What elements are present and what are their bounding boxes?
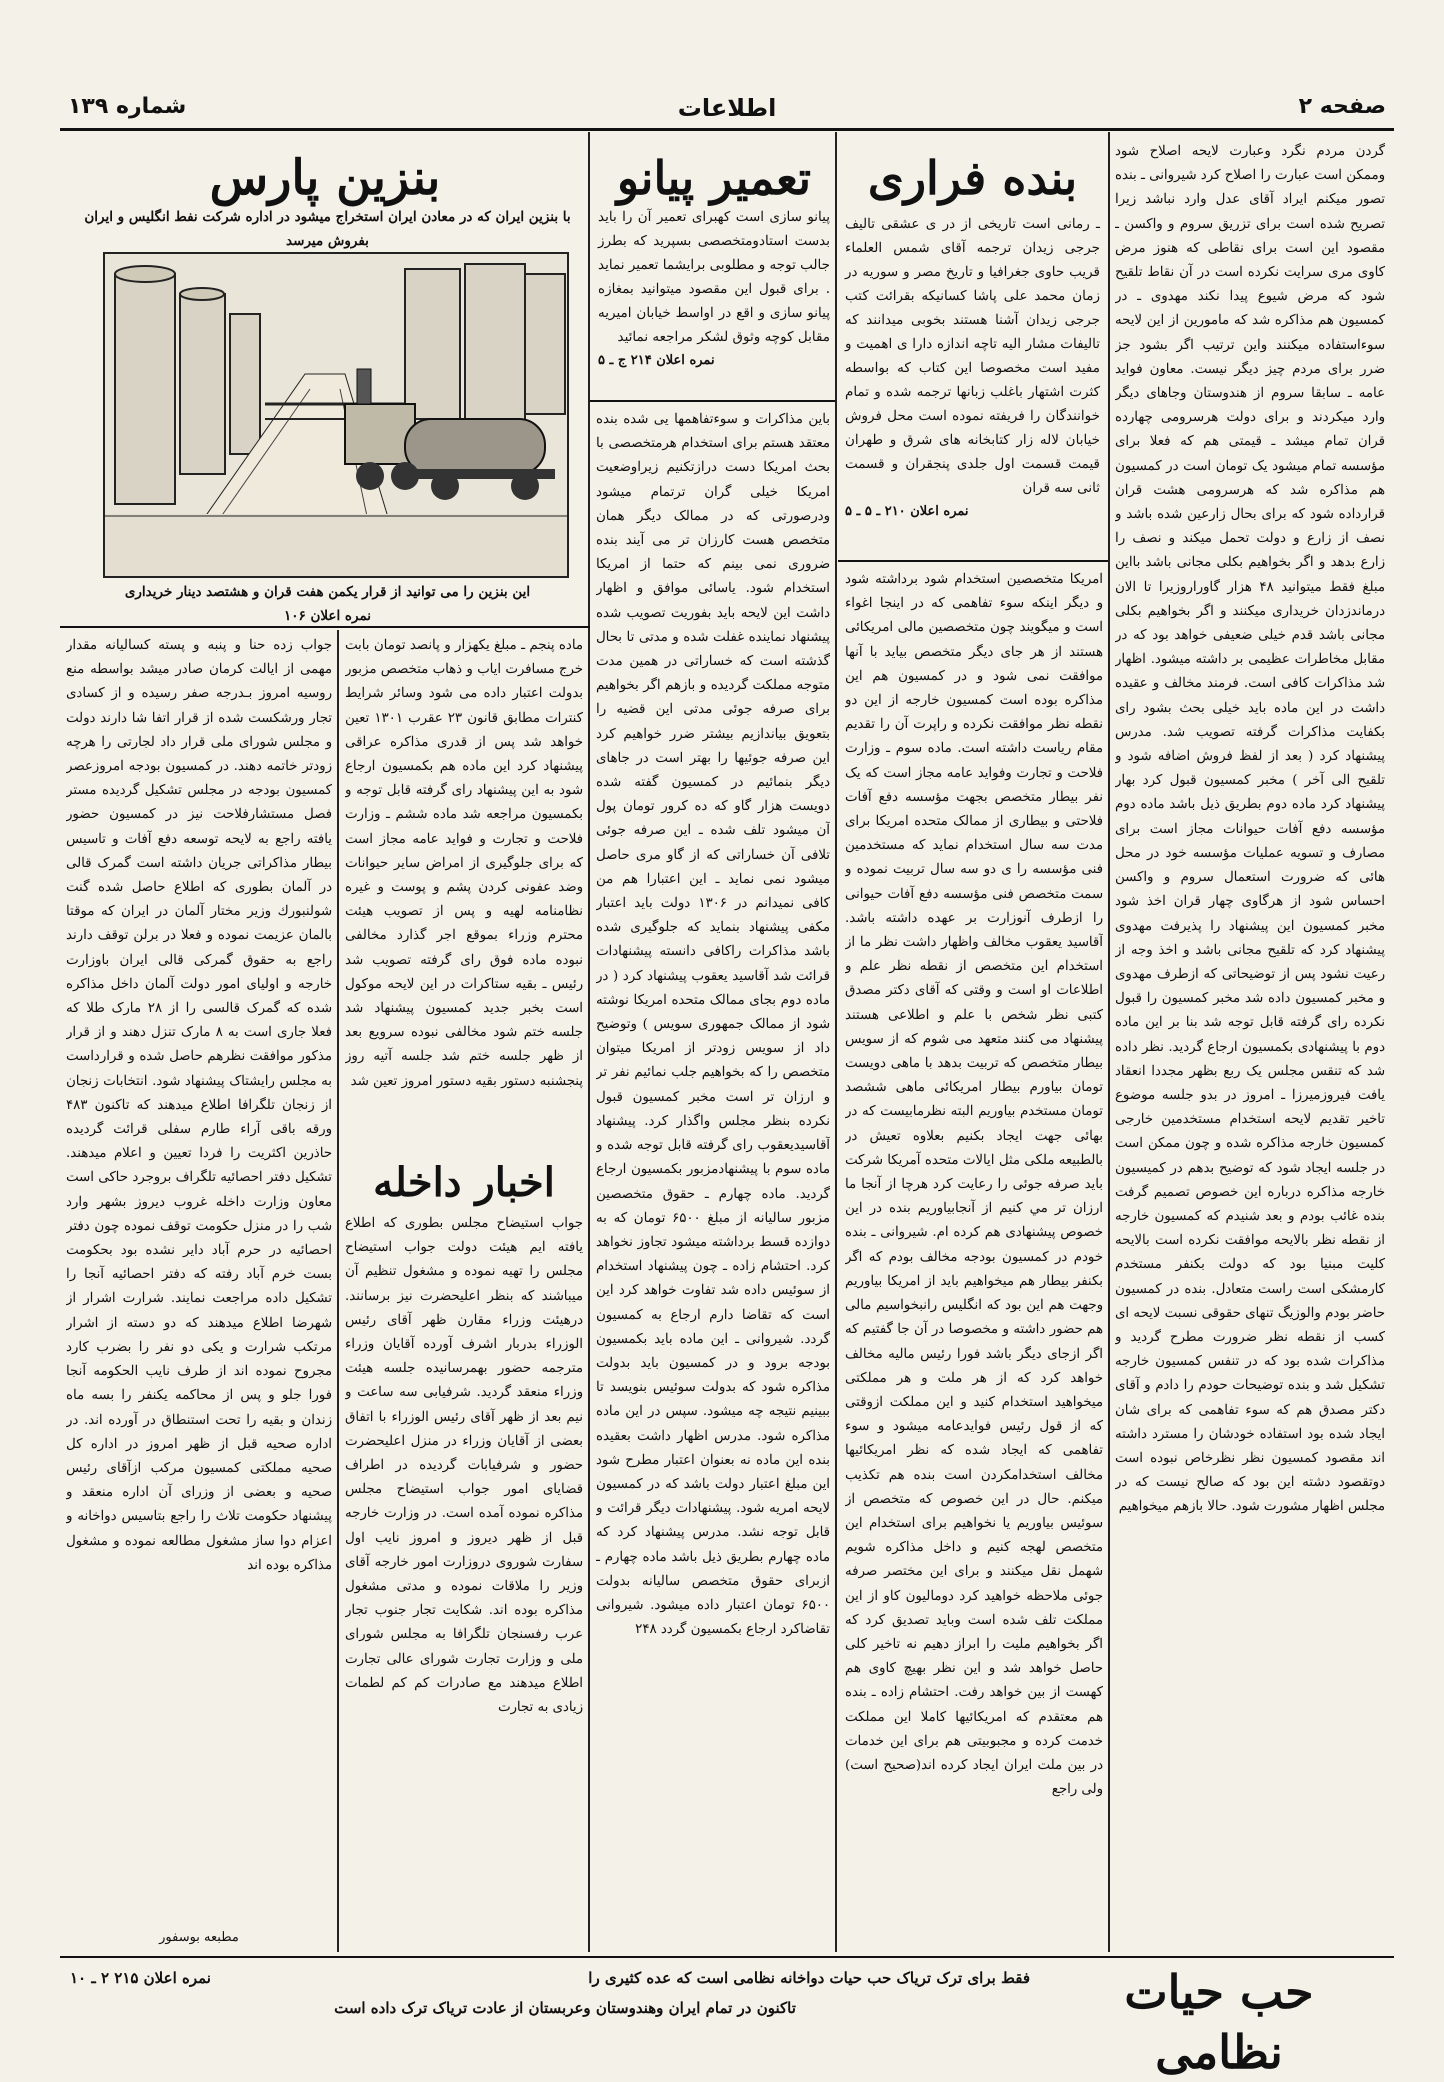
article-text: جواب استیضاح مجلس بطوری که اطلاع یافته ایم هیئت دولت جواب استیضاح مجلس را تهیه نموده و مشغول تنظیم آن میباشند که بنظر اعلیحضرت نیز برسانند. درهیئت وزراء مقارن ظهر آقای رئیس الوزراء بدربار اشرف آورده آقایان وزراء مترجمه حضور بهمرسانیده جلسه هیئت وزراء منعقد گردید. شرفیابی سه ساعت و نیم بعد از ظهر آقای رئیس الوزراء با اتفاق بعضی از آقایان وزراء در منزل اعلیحضرت حضور و شرفیابات گردیده در اطراف قضایای امور جواب استیضاح مجلس مذاکره نموده آمده است. در وزارت خارجه قبل از ظهر دیروز و امروز نایب اول سفارت شوروی دروزارت امور خارجه آقای وزیر را ملاقات نموده و مدتی مشغول مذاکره بوده اند. شکایت تجار جنوب تجار عرب رفسنجان تلگرافا به مجلس شورای ملی و وزارت تجارت شورای عالی تجارت اطلاع میدهند مع صادرات کم کم لطمات زیادی به تجارت [345, 1216, 583, 1716]
ad-benzin-title: بنزین پارس [209, 150, 441, 206]
article-text: امریکا متخصصین استخدام شود برداشته شود و دیگر اینکه سوء تفاهمی که در اینجا اغواء است و میگویند چون متخصصین مالی امریکائی هستند از هر جای دیگر متخصص بیاید با آنها موافقت نمی شود و در کمسیون هم این مذاکره بوده است کمسیون خارجه از این دو نقطه نظر موافقت نکرده و راپرت آن را تقدیم مقام ریاست داشته است. ماده سوم ـ وزارت فلاحت و تجارت وفواید عامه مجاز است که یک نفر بیطار متخصص بجهت مؤسسه دفع آفات فلاحتی و بیطاری از ممالک متحده امریکا برای مدت سه سال استخدام نماید که مستخدمین فنی مؤسسه را ی دو سه سال تربیت نموده و سمت متخصص فنی مؤسسه دفع آفات حیوانی را ازطرف آنوزارت بر عهده داشته باشد. آقاسید یعقوب مخالف واظهار داشت نظر ما از استخدام این متخصص از نقطه نظر علم و اطلاعات او است و وقتی که آقای دکتر مصدق کتبی نظر شخص با علم و اطلاعی هستند پیشنهاد می کنند متعهد می شوم که از سویس بیطار متخصص که تربیت بدهد با ماهی دویست تومان بیاورم بیطار امریکائی ماهی ششصد تومان مستخدم بیاوریم البته نظرمابیست که در بهائی جهت ایجاد بکنیم بعلاوه تعیش در بالطبیعه ملکی مثل ایالات متحده آمریکا شرکت باید صرفه جوئی را رعایت کرد هرچا از آنجا ما ارزان تر مي كنيم از آنجابیاوریم بنده در این خصوص پیشنهادی هم کرده ام. شیروانی ـ بنده خودم در کمسیون بودجه مخالف بودم که اگر بکنفر بیطار هم میخواهیم باید از امریکا بیاوریم وجهت هم این بود که انگلیس رانبخواسیم مالی هم حضور داشته و مخصوصا در آن جا گفتیم که اگر ازجای دیگر باشد فورا رئیس مالیه مخالف خواهد کرد که از هر ملت و هر مملکتی میخواهید استخدام کنید و این مملکت ازوقتی که از قول رئیس فوایدعامه میشود و سوء تفاهمی که ایجاد شده که نظر امریکائیها مخالف استخدامکردن است بنده هم تکذیب میکنم. حال در این خصوص که متخصص از سوئیس بیاوریم یا نخواهیم برای استخدام این متخصص لهجه کنیم و داخل مذاکره شویم شهمل نقل میکنند و برای این مختصر صرفه جوئی ملاحظه خواهید کرد دومالیون کاو از این مملکت تلف شده است وباید تصدیق کرد که اگر بخواهیم ملیت را ابراز دهیم نه تاخیر کلی حاصل خواهد شد و این نظر بهیچ کاوی هم کهست از بین خواهد رفت. احتشام زاده ـ بنده هم معتقدم که امریکائیها کاملا این مملکت خدمت کرده و مجبوبیتی هم برای این خدمات در بین ملت ایران ایجاد کرده اند(صحیح است) ولی راجع [845, 572, 1103, 1798]
column-4-news [345, 1212, 583, 1952]
ad-fugitive-notice: نمره اعلان ۲۱۰ ـ ۵ ـ ۵ [845, 504, 969, 519]
column-4-article [345, 634, 583, 1154]
ad-benzin-notice: نمره اعلان ۱۰۶ [283, 608, 372, 624]
ad-fugitive-body [845, 212, 1100, 552]
footer-notice: نمره اعلان ۲۱۵ ۲ ـ ۱۰ [70, 1969, 211, 1987]
article-text: باین مذاکرات و سوءتفاهمها یی شده بنده معتقد هستم برای استخدام هرمتخصصی با بحث امریکا دست درازتکنیم زیراوضعیت امریکا خیلی گران ترتمام میشود ودرصورتی که در ممالک دیگر همان متخصص هست کارزان تر می آیند بنده ضروری نمی بینم که حتما از امریکا استخدام شود. یاسائی موافق و اظهار داشت این لایحه باید بفوریت تصویب شده پیشنهاد نماینده غفلت شده و مدتی تا بحال گذشته است که خساراتی در همین مدت متوجه مملکت گردیده و بازهم اگر بخواهیم برای صرفه جوئی مدتی این قضیه را بتعویق بیاندازیم بیشتر ضرر خواهیم کرد این صرفه جوئیها را بهتر است در جاهای دیگر بنمائیم در کمسیون گفته شده دویست هزار گاو که ده کرور تومان پول آن میشود تلف شده ـ این صرفه جوئی تلافی آن خساراتی که از گاو مری حاصل میشود نمی نماید ـ این اعتبارا هم من کافی نمیدانم در ۱۳۰۶ دولت باید اعتبار مکفی پیشنهاد بنماید که جلوگیری شده باشد مذاکرات راکافی دانسته پیشنهادات قرائت شد آقاسید یعقوب پیشنهاد کرد ( در ماده دوم بجای ممالک متحده امریکا نوشته شود از ممالک جمهوری سویس ) وتوضیح داد از سویس زودتر از امریکا میتوان متخصص را که بخواهیم جلب نمائیم نفر تر و ارزان تر است مخبر کمسیون قبول نکرده بنظر مجلس واگذار کرد. پیشنهاد آقاسیدیعقوب رای گرفته قابل توجه شده و ماده سوم با پیشنهادمزبور بکمسیون ارجاع گردید. ماده چهارم ـ حقوق متخصصین مزبور سالیانه از مبلغ ۶۵۰۰ تومان که به دوازده قسط برداشته میشود تجاوز نخواهد کرد. احتشام زاده ـ چون پیشنهاد استخدام از سوئیس داده شد تفاوت خواهد کرد این است که تقاضا دارم ارجاع به کمسیون گردد. شیروانی ـ این ماده باید بکمسیون بودجه برود و در کمسیون باید بدولت مذاکره شود که بدولت سوئیس بنویسد تا ببینیم نتیجه چه میشود. سپس در این ماده مذاکره شود. مدرس اظهار داشت بعقیده بنده این ماده نه بعنوان اعتبار مطرح شود این مبلغ اعتبار دولت باشد که در کمسیون لایحه امریه شود. پیشنهادات دیگر قرائت و قابل توجه نشد. مدرس پیشنهاد کرد که ماده چهارم بطریق ذیل باشد ماده چهارم ـ ازبرای حقوق متخصص سالیانه بدولت ۶۵۰۰ تومان اعتبار داده میشود. شیروانی تقاضاکرد ارجاع بکمسیون گردد ۲۴۸ [596, 412, 830, 1638]
ad-piano-notice: نمره اعلان ۲۱۴ ج ـ ۵ [598, 353, 715, 368]
article-text: گردن مردم نگرد وعبارت لایحه اصلاح شود وممکن است عبارت را اصلاح کرد شیروانی ـ بنده تصور میکنم ایراد آقای عدل وارد نباشد زیرا تصریح شده است برای تزریق سروم و واکسن ـ مقصود این است برای نقاطی که هنوز مرض کاوی مری سرایت نکرده است در آن نقاط تلقیح شود که مرض شیوع پیدا نکند مهدوی ـ در کمسیون هم مذاکره شد که مامورین از این لایحه سوءاستفاده میکنند واین ترتیب اگر بشود جز ضرر برای مردم چیز دیگر نیست. معاون فواید عامه ـ سابقا سروم از هندوستان وجاهای دیگر وارد میکردند و برای دولت هرسرومی چهارده قران تمام میشد ـ قیمتی هم که فعلا برای مؤسسه تمام میشود یک تومان است در کمسیون هم مذاکره شد که هرسرومی هشت قران قرارداده شود که برای بحال زارعین شده باشد و نصف از زارع و دولت تحمل میکند و نصف را زارع بدهد و اگر بخواهیم بکلی مجانی باشد بااین مبلغ فقط میتوانید ۴۸ هزار گاوراروزیرا تا الان درماندزدان خریداری میکنند و اگر بخواهیم بکلی مجانی باشد قدم خیلی ضعیفی خواهد بود که در مقابل مخاطرات عظیمی بر داشته میشود. اظهار شد مذاکرات کافی است. فرمند مخالف و عقیده داشت در این ماده باید خیلی بحث بشود رای بکفایت مذاکرات گرفته تصویب شد. مدرس پیشنهاد کرد ( بعد از لفظ فروش اضافه شود و تلقیح الی آخر ) مخبر کمسیون قبول کرد بهار پیشنهاد کرد ماده دوم بطریق ذیل باشد ماده دوم مؤسسه دفع آفات حیوانات مجاز است برای مصارف و تسویه عملیات مؤسسه خود در محل هائی که ضرورت استعمال سروم و واکسن احساس شود از هرگاوی چهار قران اخذ شود مخبر کمسیون این پیشنهاد را پذیرفت مهدوی پیشنهاد کرد که تلقیح مجانی باشد و اخذ وجه از رعیت نشود پس از توضیحاتی که ازطرف مهدوی و مخبر کمسیون داده شد مخبر کمسیون را قبول نکرده رای گرفته قابل توجه شد بنا بر این ماده دوم با پیشنهادی بکمسیون ارجاع گردید. نظر داده شد که تنقس مجلس یک ربع بظهر مجددا انعقاد یافت فیروزمیرزا ـ امروز در بدو جلسه موضوع تاخیر تقدیم لایحه استخدام مستخدمین خارجی کمسیون خارجه مذاکره شده و چون ممکن است در جلسه ایجاد شود که توضیح بدهم در کمیسیون خارجه مذاکره درباره این خصوص تصمیم گرفت بنده غائب بودم و بعد شنیدم که کمسیون خارجه از نقطه نظر بالایحه موافقت نکرده است بالایحه کلیت مبنیا بود که دولت بکنفر مستخدم کارمشکی است راست متعادل. بنده در کمسیون حاضر بودم والوزیگ تنهای حقوقی نسبت لایحه ای کسب از نقطه نظر ضرورت مطرح گردید و مذاکرات شده بود که در تنفس کمسیون خارجه تشکیل شد و بنده توضیحات حودم را دادم و آقای دکتر مصدق هم که سوء تفاهمی که برای شان ایجاد شده بود استفاده خودشان را مسترد داشته اند مقصود کمسیون نظر نظرخاص نبوده است دوتقصود دشته این بود که صالح نیست که در مجلس اظهار مشورت شود. حالا بازهم میخواهیم [1115, 144, 1385, 1515]
ad-piano-title: تعمیر پیانو [616, 151, 812, 205]
printer-name: مطبعه بوسفور [159, 1930, 239, 1945]
ad-piano-body [598, 205, 830, 395]
ad-benzin-caption-text: این بنزین را می توانید از قرار یکمن هفت قران و هشتصد دینار خریداری [124, 584, 531, 600]
footer-brand: حب حیات نظامی [1124, 1965, 1314, 2079]
page-number: صفحه ۲ [1298, 94, 1386, 119]
ad-benzin-desc: با بنزین ایران که در معادن ایران استخراج میشود در اداره شرکت نفط انگلیس و ایران بفروش میرسد [84, 209, 571, 249]
issue-number: شماره ۱۳۹ [68, 94, 187, 119]
ad-fugitive-title: بنده فراری [867, 151, 1078, 205]
column-2-article [845, 568, 1103, 1953]
column-divider [835, 132, 837, 1952]
column-divider [588, 132, 590, 1952]
ad-bottom-rule [838, 560, 1108, 562]
domestic-news-heading: اخبار داخله [373, 1159, 555, 1206]
refinery-illustration [103, 252, 569, 578]
column-divider [337, 630, 339, 1952]
ad-bottom-rule [590, 400, 835, 402]
article-text: ماده پنجم ـ مبلغ یکهزار و پانصد تومان بابت خرج مسافرت ایاب و ذهاب متخصص مزبور بدولت اعتبار داده می شود وسائر شرایط کنترات مطابق قانون ۲۳ عقرب ۱۳۰۱ تعین خواهد شد پس از قدری مذاکره عراقی پیشنهاد کرد این ماده هم بکمسیون ارجاع شود به این پیشنهاد رای گرفته قابل توجه و بکمسیون مراجعه شد ماده ششم ـ وزارت فلاحت و تجارت و فواید عامه مجاز است که برای جلوگیری از امراض سایر حیوانات وضد عفونی کردن پشم و پوست و غیره نظامنامه لهیه و پس از تصویب هیئت محترم وزراء بموقع اجر گذارد مخالفی نبوده ماده فوق رای گرفته تصویب شد رئیس ـ بقیه ستاکرات در این لایحه موکول است بخبر جدید کمسیون پیشنهاد شد جلسه ختم شود مخالفی نبوده سرویع بعد از ظهر جلسه ختم شد جلسه آتیه روز پنجشنبه دستور بقیه دستور امروز تعین شد [345, 638, 583, 1089]
footer-rule [60, 1956, 1394, 1958]
masthead [68, 90, 1386, 132]
footer-line-2: تاکنون در تمام ایران وهندوستان وعربستان از عادت تریاک ترک داده است [334, 1999, 796, 2017]
footer-line-1: فقط برای ترک تریاک حب حیات دواخانه نظامی است که عده کثیری را [588, 1969, 1030, 1987]
column-right-article [1115, 140, 1385, 1950]
column-5-article [66, 634, 332, 1926]
refinery-train-drawing [105, 254, 567, 576]
masthead-rule [60, 128, 1394, 131]
column-divider [1108, 132, 1110, 1952]
ad-piano-text: پیانو سازی است کهبرای تعمیر آن را باید بدست استادومتخصصی بسپرید که بطرز جالب توجه و مطلوبی برایشما تعمیر نماید . برای قبول این مقصود میتوانید بمغازه پیانو سازی و اقع در اواسط خیابان امیریه مقابل کوچه وثوق لشکر مراجعه نمائید [598, 209, 830, 345]
column-3-article [596, 408, 830, 1953]
ad-benzin-caption [80, 580, 575, 628]
paper-name: اطلاعات [677, 94, 777, 122]
ad-fugitive-text: ـ رمانی است تاریخی از در ی عشقی تالیف جرجی زیدان ترجمه آقای شمس العلماء قریب حاوی جغرافیا و تاریخ مصر و سوریه در زمان محمد علی پاشا کسانیکه بقرائت کتب جرجی زیدان آشنا هستند بخوبی میدانند که تالیفات مشار الیه تاچه اندازه دارا ی اهمیت و مفید است مخصوصا این کتاب که بواسطه کثرت اشتهار باغلب زبانها ترجمه شده و تمام خوانندگان را فریفته نموده است محل فروش خیابان لاله زار کتابخانه های شرق و طهران قیمت قسمت اول جلدی پنجقران و قسمت ثانی سه قران [845, 216, 1100, 496]
article-text: جواب زده حنا و پنبه و پسته کساليانه مقدار مهمی از ایالت کرمان صادر میشد بواسطه منع روسیه امروز بـدرجه صفر رسیده و از کسادی تجار ورشکست شده از قرار اتفا شا دارند دولت و مجلس شورای ملی قرار داد لجارتی را هرچه زودتر خاتمه دهند. در کمسیون بودجه امروزعصر کمسیون بودجه در مجلس تشکیل گردیده مستر فصل مستشارفلاحت نیز در کمسیون حضور یافته راجع به لایحه توسعه دفع آفات و تاسیس بیطار مذاکراتی جریان داشته است گمرک قالی در آلمان بطوری که اطلاع حاصل شده گنت شولنبورك وزیر مختار آلمان در ایران که موقتا بالمان عزیمت نموده و فعلا در برلن توقف دارند راجع به حقوق گمرکی قالی ایران باوزارت خارجه و اولیای امور دولت آلمان داخل مذاکره شده که گمرک قالسی را از ۲۸ مارک طلا که فعلا جاری است به ۸ مارک تنزل دهند و از قرار مذکور موافقت نظرهم حاصل شده و قرارداست به مجلس رایشتاک پیشنهاد شود. انتخابات زنجان از زنجان تلگرافا اطلاع میدهند که تاکنون ۴۸۳ ورقه باقی آراء طارم سفلی قرائت گردیده حاذرین اکثریت را فردا تعیین و اعلام میدهند. تشکیل دفتر احصائیه تلگراف بروجرد حاکی است معاون وزارت داخله غروب دیروز بشهر وارد شب را در منزل حکومت توقف نموده چون دفتر احصائیه در حرم آباد دایر نشده بود بحکومت بست خرم آباد رفته که دفتر احصائیه آنجا را تشکیل داده مراجعت نمایند. شرارت اشرار از شهرضا اطلاع میدهند که دو دسته از اشرار مرتکب شرارت و یکی دو نفر را بضرب کارد مجروح نموده اند از طرف نایب الحکومه آنجا فورا جلو و پس از محاکمه یکنفر را بسه ماه زندان و بقیه را تحت استنطاق در آورده اند. در اداره صحیه قبل از ظهر امروز در اداره کل صحیه مملکتی کمسیون مرکب ازآقای رئیس صحیه و بعضی از وزرای آن اداره منعقد و پیشنهاد حکومت تلاث را راجع بتاسیس دواخانه و اعزام دوا ساز مشغول مطالعه نموده و مشغول مذاکره بوده اند [66, 638, 332, 1573]
